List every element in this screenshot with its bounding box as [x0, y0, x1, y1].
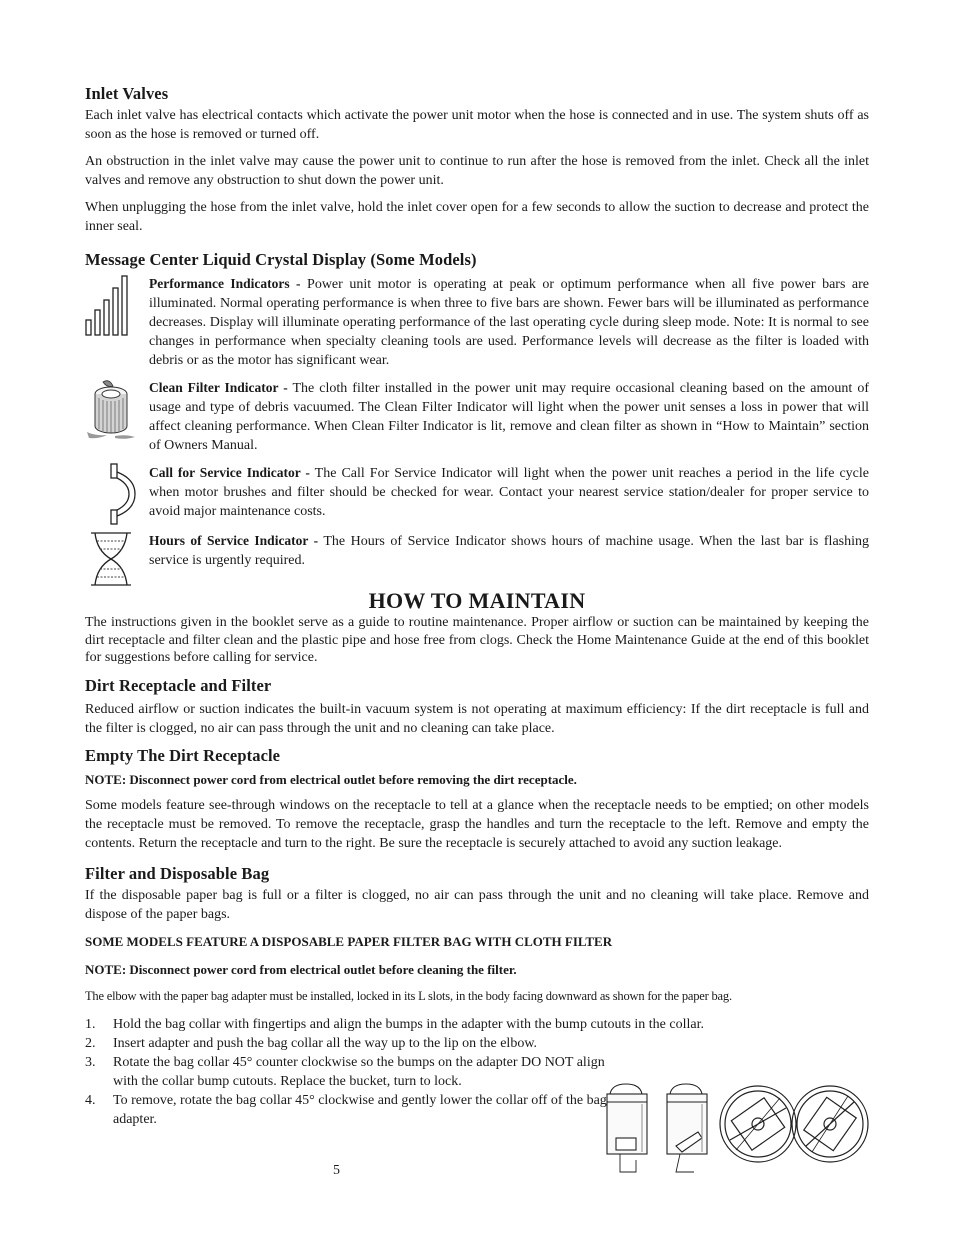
- clean-filter-icon: [85, 378, 137, 445]
- collar-top-view-1-icon: [720, 1086, 796, 1162]
- performance-text: Power unit motor is operating at peak or optimum performance when all five power bars are illuminated. Normal operating performance is when three to five bars are shown. Fewer bars will be illuminated as performance decreases. Display will illuminate operating performance of the last operating cycle during sleep mode. Note: It is normal to see changes in performance when specialty cleaning tools are used. Performance levels will decrease as the filter is loaded with debris or as the motor has significant wear.: [149, 277, 869, 368]
- list-item: 2. Insert adapter and push the bag collar all the way up to the lip on the elbow.: [85, 1035, 538, 1051]
- how-to-maintain-title: HOW TO MAINTAIN: [368, 588, 586, 613]
- list-item: 3. Rotate the bag collar 45° counter clockwise so the bumps on the adapter DO NOT align with the collar bump cutouts. Replace the bucket, turn to lock.: [85, 1054, 605, 1089]
- unit-side-view-1-icon: [607, 1084, 647, 1172]
- clean-filter-text: The cloth filter installed in the power unit may require occasional cleaning based on the amount of usage and type of debris vacuumed. The Clean Filter Indicator will light when the power unit senses a loss in power that will affect cleaning performance. When Clean Filter Indicator is lit, remove and clean filter as shown in “How to Maintain” section of Owners Manual.: [149, 381, 869, 453]
- empty-text: Some models feature see-through windows on the receptacle to tell at a glance when the receptacle needs to be emptied; on other models the receptacle must be removed. To remove the receptacle, grasp the handles and turn the receptacle to the left. Remove and empty the contents. Return the receptacle and turn to the right. Be sure the receptacle is securely attached to avoid any suction leakage.: [85, 797, 869, 851]
- service-label: Call for Service Indicator -: [149, 465, 310, 480]
- bag-note: NOTE: Disconnect power cord from electrical outlet before cleaning the filter.: [85, 961, 517, 977]
- page-content: [85, 84, 869, 1129]
- service-indicator: [85, 463, 869, 521]
- clean-filter-indicator: [85, 378, 869, 455]
- list-item: 1. Hold the bag collar with fingertips and align the bumps in the adapter with the bump cutouts in the collar.: [85, 1016, 704, 1032]
- hours-label: Hours of Service Indicator -: [149, 533, 319, 548]
- service-icon: [85, 463, 137, 532]
- inlet-valves-heading: Inlet Valves: [85, 84, 169, 103]
- hours-indicator: [85, 531, 869, 570]
- hours-text: The Hours of Service Indicator shows hours of machine usage. When the last bar is flashing service is urgently required.: [149, 534, 869, 568]
- dirt-filter-text: Reduced airflow or suction indicates the built-in vacuum system is not operating at maximum efficiency: If the dirt receptacle is full and the filter is clogged, no air can pass through the unit and no cleaning can take place.: [85, 701, 869, 736]
- bag-small-text: The elbow with the paper bag adapter must be installed, locked in its L slots, in the body facing downward as shown for the paper bag.: [85, 988, 732, 1003]
- unit-side-view-2-icon: [667, 1084, 707, 1172]
- list-item: 4. To remove, rotate the bag collar 45° clockwise and gently lower the collar off of the bag adapter.: [85, 1092, 607, 1127]
- performance-label: Performance Indicators -: [149, 276, 301, 291]
- inlet-p3: When unplugging the hose from the inlet valve, hold the inlet cover open for a few seconds to allow the suction to decrease and protect the inner seal.: [85, 200, 869, 234]
- empty-note: NOTE: Disconnect power cord from electrical outlet before removing the dirt receptacle.: [85, 771, 577, 787]
- clean-filter-label: Clean Filter Indicator -: [149, 380, 288, 395]
- performance-indicator: [85, 274, 869, 370]
- collar-top-view-2-icon: [792, 1086, 868, 1162]
- bag-caps-note: SOME MODELS FEATURE A DISPOSABLE PAPER FILTER BAG WITH CLOTH FILTER: [85, 933, 613, 949]
- message-center-heading: Message Center Liquid Crystal Display (Some Models): [85, 250, 477, 269]
- empty-receptacle-heading: Empty The Dirt Receptacle: [85, 745, 281, 765]
- bag-adapter-diagram: [602, 1080, 870, 1183]
- maintain-intro: The instructions given in the booklet serve as a guide to routine maintenance. Proper airflow or suction can be maintained by keeping the dirt receptacle and filter clean and the plastic pipe and hose free from clogs. Check the Home Maintenance Guide at the end of this booklet for suggestions before calling for service.: [85, 615, 869, 665]
- performance-bars-icon: [85, 274, 135, 343]
- hourglass-icon: [85, 531, 137, 592]
- filter-bag-heading: Filter and Disposable Bag: [85, 863, 270, 883]
- filter-bag-text: If the disposable paper bag is full or a filter is clogged, no air can pass through the unit and no cleaning will take place. Remove and dispose of the paper bags.: [85, 887, 869, 922]
- inlet-p2: An obstruction in the inlet valve may cause the power unit to continue to run after the hose is removed from the inlet. Check all the inlet valves and remove any obstruction to shut down the power unit.: [85, 154, 869, 188]
- dirt-filter-heading: Dirt Receptacle and Filter: [85, 675, 272, 695]
- inlet-p1: Each inlet valve has electrical contacts which activate the power unit motor when the hose is connected and in use. The system shuts off as soon as the hose is removed or turned off.: [85, 108, 869, 142]
- page-number: 5: [333, 1163, 340, 1178]
- service-text: The Call For Service Indicator will light when the power unit reaches a period in the life cycle when motor brushes and filter should be checked for wear. Contact your nearest service station/dealer for proper service to avoid major maintenance costs.: [149, 466, 869, 519]
